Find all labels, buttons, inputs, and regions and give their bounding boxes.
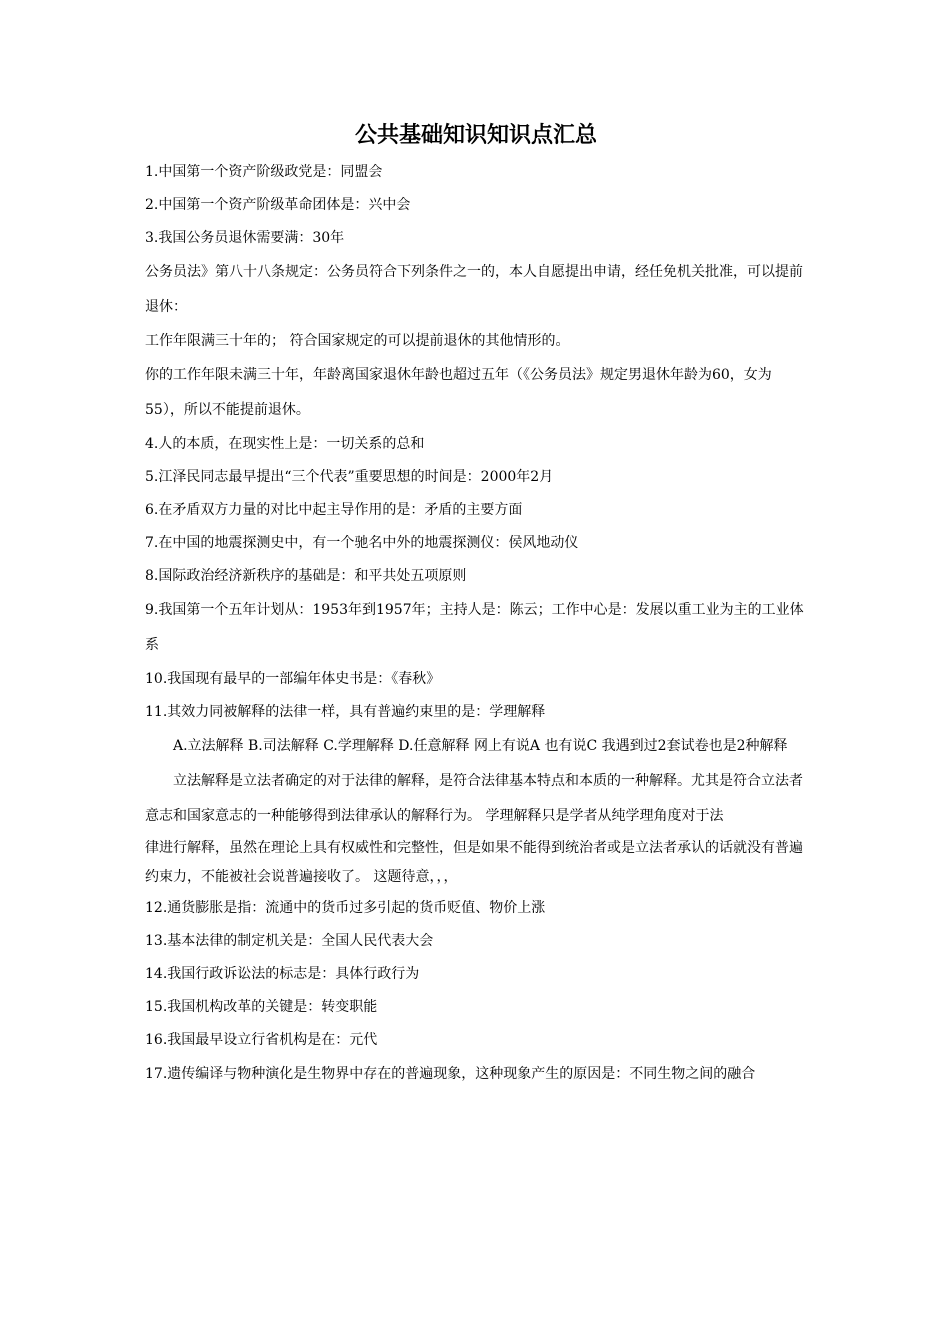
- list-item: 5.江泽民同志最早提出“三个代表”重要思想的时间是：2000年2月: [145, 469, 554, 485]
- list-item: 16.我国最早设立行省机构是在：元代: [145, 1032, 378, 1048]
- list-item: 14.我国行政诉讼法的标志是：具体行政行为: [145, 966, 420, 982]
- list-item: 10.我国现有最早的一部编年体史书是：《春秋》: [145, 671, 441, 687]
- list-item: 15.我国机构改革的关键是：转变职能: [145, 999, 378, 1015]
- list-item: 1.中国第一个资产阶级政党是：同盟会: [145, 164, 383, 180]
- list-item: A.立法解释 B.司法解释 C.学理解释 D.任意解释 网上有说A 也有说C 我遇到过2套试卷也是2种解释: [173, 738, 788, 754]
- list-item: 律进行解释，虽然在理论上具有权威性和完整性，但是如果不能得到统治者或是立法者承认的话就没有普遍约束力，不能被社会说普遍接收了。 这题待意，，，: [145, 840, 803, 885]
- list-item: 4.人的本质，在现实性上是：一切关系的总和: [145, 436, 425, 452]
- list-item: 立法解释是立法者确定的对于法律的解释，是符合法律基本特点和本质的一种解释。尤其是符合立法者意志和国家意志的一种能够得到法律承认的解释行为。 学理解释只是学者从纯学理角度对于法: [145, 773, 803, 824]
- list-item: 9.我国第一个五年计划从：1953年到1957年；主持人是：陈云；工作中心是：发展以重工业为主的工业体系: [145, 602, 804, 653]
- list-item: 3.我国公务员退休需要满：30年: [145, 230, 345, 246]
- document-title: 公共基础知识知识点汇总: [354, 123, 597, 148]
- list-item: 11.其效力同被解释的法律一样，具有普遍约束里的是：学理解释: [145, 704, 546, 720]
- list-item: 2.中国第一个资产阶级革命团体是：兴中会: [145, 197, 411, 213]
- list-item: 7.在中国的地震探测史中，有一个驰名中外的地震探测仪：侯风地动仪: [145, 535, 579, 551]
- list-item: 13.基本法律的制定机关是：全国人民代表大会: [145, 933, 434, 949]
- list-item: 6.在矛盾双方力量的对比中起主导作用的是：矛盾的主要方面: [145, 502, 523, 518]
- list-item: 17.遗传编译与物种演化是生物界中存在的普遍现象，这种现象产生的原因是：不同生物之间的融合: [145, 1066, 756, 1082]
- list-item: 12.通货膨胀是指：流通中的货币过多引起的货币贬值、物价上涨: [145, 900, 546, 916]
- list-item: 公务员法》第八十八条规定：公务员符合下列条件之一的，本人自愿提出申请，经任免机关批准，可以提前退休：: [145, 264, 803, 315]
- list-item: 工作年限满三十年的； 符合国家规定的可以提前退休的其他情形的。: [145, 333, 570, 349]
- list-item: 8.国际政治经济新秩序的基础是：和平共处五项原则: [145, 568, 467, 584]
- list-item: 你的工作年限未满三十年，年龄离国家退休年龄也超过五年（《公务员法》规定男退休年龄为60，女为55），所以不能提前退休。: [145, 367, 772, 418]
